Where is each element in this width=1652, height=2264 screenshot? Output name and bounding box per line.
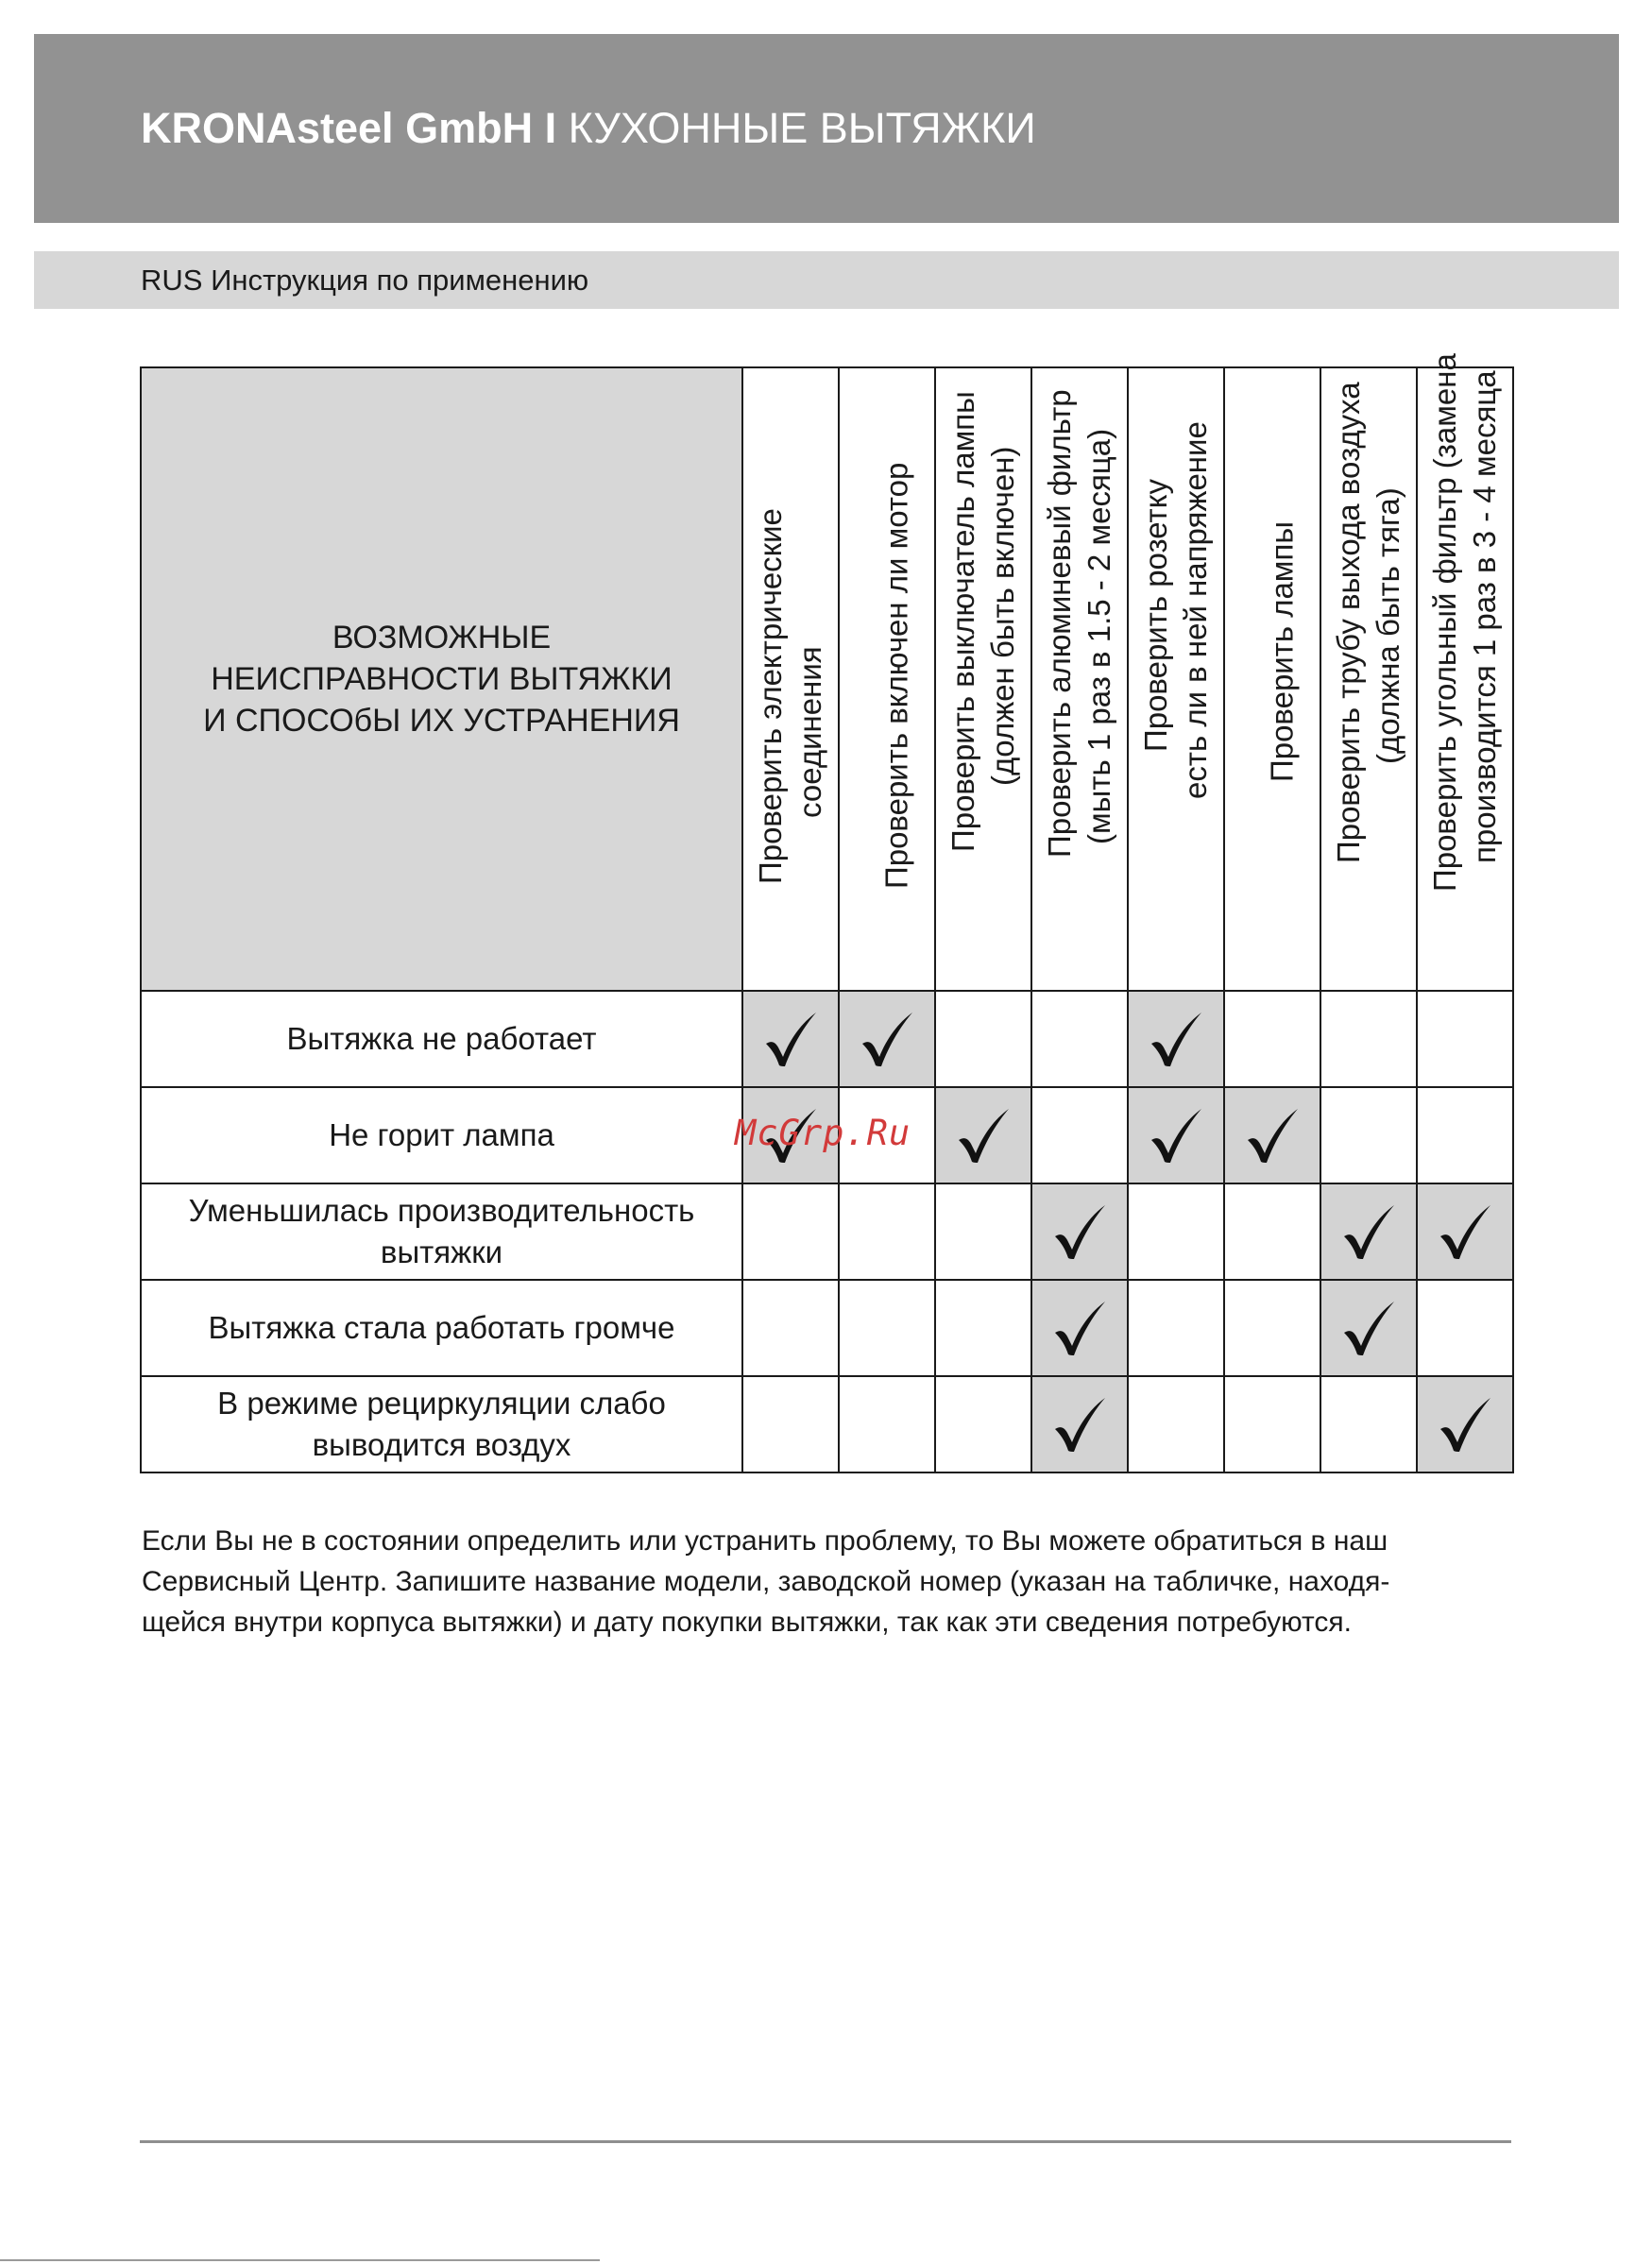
checkmark-icon [1244,1106,1301,1165]
checkmark-icon [762,1010,819,1068]
check-cell [839,1376,935,1472]
checkmark-icon [1437,1202,1493,1261]
row-label-line: В режиме рециркуляции слабо [217,1386,666,1421]
check-cell [1417,991,1513,1087]
check-cell [1128,1280,1224,1376]
check-cell [1224,1280,1320,1376]
checkmark-icon [1437,1395,1493,1454]
check-cell [1224,1376,1320,1472]
check-cell [1031,1183,1128,1280]
row-label-line: Вытяжка не работает [286,1021,597,1056]
row-label-line: Не горит лампа [329,1117,554,1152]
corner-line: ВОЗМОЖНЫЕ [332,620,552,655]
check-cell [839,1183,935,1280]
check-cell [1320,1087,1417,1183]
check-cell [742,1183,839,1280]
check-cell [839,1280,935,1376]
check-cell [1128,1183,1224,1280]
brand-name: KRONAsteel GmbH I [141,104,557,152]
column-header-line: Проверить включен ли мотор [878,462,914,889]
column-header-line: Проверить угольный фильтр (замена [1427,353,1462,892]
check-cell [935,1087,1031,1183]
check-cell [742,991,839,1087]
row-label [141,991,742,1087]
check-cell [1128,1376,1224,1472]
table-row [141,991,1513,1087]
check-cell [1031,1087,1128,1183]
table-row [141,1280,1513,1376]
section-name: КУХОННЫЕ ВЫТЯЖКИ [556,104,1036,152]
troubleshooting-table [140,353,1514,1473]
column-header-lamps [1224,367,1320,991]
column-header-line: (мыть 1 раз в 1.5 - 2 месяца) [1081,428,1116,844]
check-cell [1320,1376,1417,1472]
note-line: щейся внутри корпуса вытяжки) и дату покупки вытяжки, так как эти сведения потребуются. [142,1607,1352,1638]
check-cell [1224,1087,1320,1183]
bottom-edge-line [0,2259,600,2261]
check-cell [1031,1376,1128,1472]
column-header-line: производится 1 раз в 3 - 4 месяца [1467,370,1502,863]
row-label-line: Уменьшилась производительность [188,1193,695,1228]
column-header-line: Проверить лампы [1264,520,1300,782]
column-header-line: (должна быть тяга) [1371,487,1405,764]
row-label-line: вытяжки [380,1234,503,1269]
note-line: Сервисный Центр. Запишите название модели, заводской номер (указан на табличке, находя- [142,1566,1390,1597]
check-cell [1417,1376,1513,1472]
service-note [142,1521,1521,1643]
column-header-line: есть ли в ней напряжение [1178,421,1213,799]
table-row [141,1376,1513,1472]
column-header-lamp-switch [935,367,1031,991]
check-cell [742,1280,839,1376]
column-header-line: Проверить электрические [753,508,788,884]
check-cell [1224,991,1320,1087]
check-cell [1224,1183,1320,1280]
check-cell [1031,991,1128,1087]
column-header-aluminium-filter [1031,367,1128,991]
column-header-line: Проверить выключатель лампы [945,391,980,852]
corner-line: И СПОСОбЫ ИХ УСТРАНЕНИЯ [203,703,680,739]
check-cell [1417,1280,1513,1376]
checkmark-icon [1148,1010,1204,1068]
column-header-motor [839,367,935,991]
row-label [141,1376,742,1472]
note-line: Если Вы не в состоянии определить или устранить проблему, то Вы можете обратиться в наш [142,1525,1388,1557]
footer-divider [140,2140,1511,2143]
row-label [141,1280,742,1376]
checkmark-icon [1051,1395,1108,1454]
checkmark-icon [1340,1202,1397,1261]
column-header-line: соединения [792,646,827,818]
header-band [34,34,1619,223]
checkmark-icon [955,1106,1012,1165]
check-cell [742,1376,839,1472]
check-cell [935,1376,1031,1472]
checkmark-icon [1340,1299,1397,1357]
watermark: McGrp.Ru [735,1113,911,1153]
row-label-line: Вытяжка стала работать громче [208,1310,675,1345]
check-cell [1031,1280,1128,1376]
column-header-line: Проверить алюминевый фильтр [1042,389,1077,858]
checkmark-icon [1051,1202,1108,1261]
subheader-title: RUS Инструкция по применению [141,264,589,297]
check-cell [839,991,935,1087]
column-header-electrical [742,367,839,991]
column-header-line: Проверить трубу выхода воздуха [1331,382,1366,863]
check-cell [1128,1087,1224,1183]
check-cell [935,991,1031,1087]
corner-line: НЕИСПРАВНОСТИ ВЫТЯЖКИ [211,661,673,697]
row-label [141,1087,742,1183]
column-header-line: (должен быть включен) [985,446,1020,786]
column-header-line: Проверить розетку [1138,479,1173,752]
check-cell [1417,1183,1513,1280]
table-header-row [141,367,1513,991]
table-row [141,1183,1513,1280]
checkmark-icon [1051,1299,1108,1357]
check-cell [935,1280,1031,1376]
check-cell [1417,1087,1513,1183]
table-corner-title [141,367,742,991]
row-label-line: выводится воздух [312,1427,571,1462]
page-title [141,102,1036,155]
check-cell [1320,1280,1417,1376]
check-cell [1128,991,1224,1087]
checkmark-icon [859,1010,915,1068]
check-cell [1320,1183,1417,1280]
checkmark-icon [1148,1106,1204,1165]
check-cell [1320,991,1417,1087]
column-header-carbon-filter [1417,353,1513,991]
check-cell [935,1183,1031,1280]
column-header-air-pipe [1320,367,1417,991]
row-label [141,1183,742,1280]
column-header-socket [1128,367,1224,991]
